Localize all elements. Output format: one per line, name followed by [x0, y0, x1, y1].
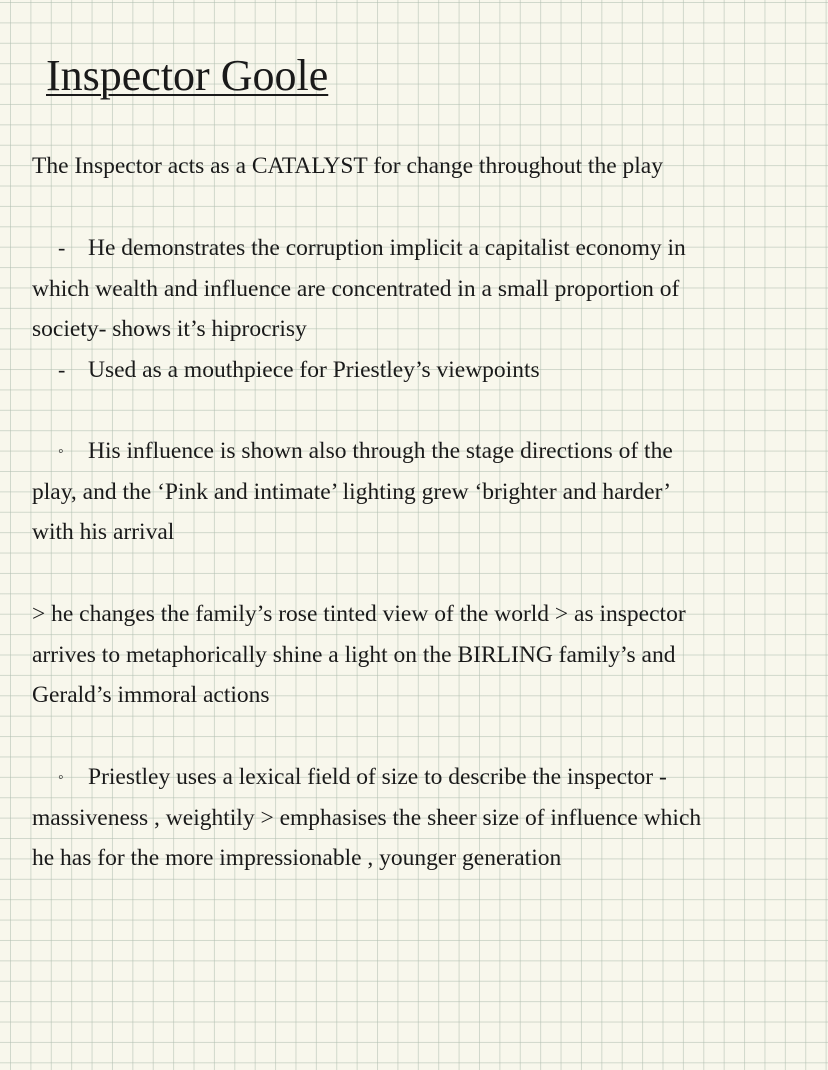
- point-5-line-3: he has for the more impressionable , younger generation: [32, 845, 562, 871]
- circle-bullet-icon: ◦: [58, 443, 64, 460]
- point-5-line-1: [58, 761, 667, 794]
- point-2-text: Used as a mouthpiece for Priestley’s viewpoints: [88, 357, 540, 383]
- point-3-line-2: play, and the ‘Pink and intimate’ lighting grew ‘brighter and harder’: [32, 479, 672, 505]
- point-1-line-3: society- shows it’s hiprocrisy: [32, 316, 307, 342]
- dash-bullet: -: [58, 235, 66, 260]
- point-4-line-3: Gerald’s immoral actions: [32, 682, 270, 708]
- point-3-text: His influence is shown also through the stage directions of the: [88, 438, 673, 464]
- point-1-line-2: which wealth and influence are concentrated in a small proportion of: [32, 276, 680, 302]
- point-2-line-1: [58, 354, 540, 386]
- point-5-text: Priestley uses a lexical field of size to describe the inspector -: [88, 764, 667, 790]
- point-4-line-1: > he changes the family’s rose tinted view of the world > as inspector: [32, 601, 686, 627]
- point-4-line-2: arrives to metaphorically shine a light on the BIRLING family’s and: [32, 642, 676, 668]
- point-5-line-2: massiveness , weightily > emphasises the sheer size of influence which: [32, 805, 702, 831]
- circle-bullet-icon: ◦: [58, 769, 64, 786]
- point-1-line-1: [58, 232, 686, 264]
- point-3-line-1: [58, 435, 673, 468]
- intro-text: The Inspector acts as a CATALYST for change throughout the play: [32, 153, 663, 179]
- point-1-text: He demonstrates the corruption implicit a capitalist economy in: [88, 235, 686, 261]
- dash-bullet: -: [58, 357, 66, 382]
- page-title: Inspector Goole: [46, 51, 329, 100]
- point-3-line-3: with his arrival: [32, 519, 175, 545]
